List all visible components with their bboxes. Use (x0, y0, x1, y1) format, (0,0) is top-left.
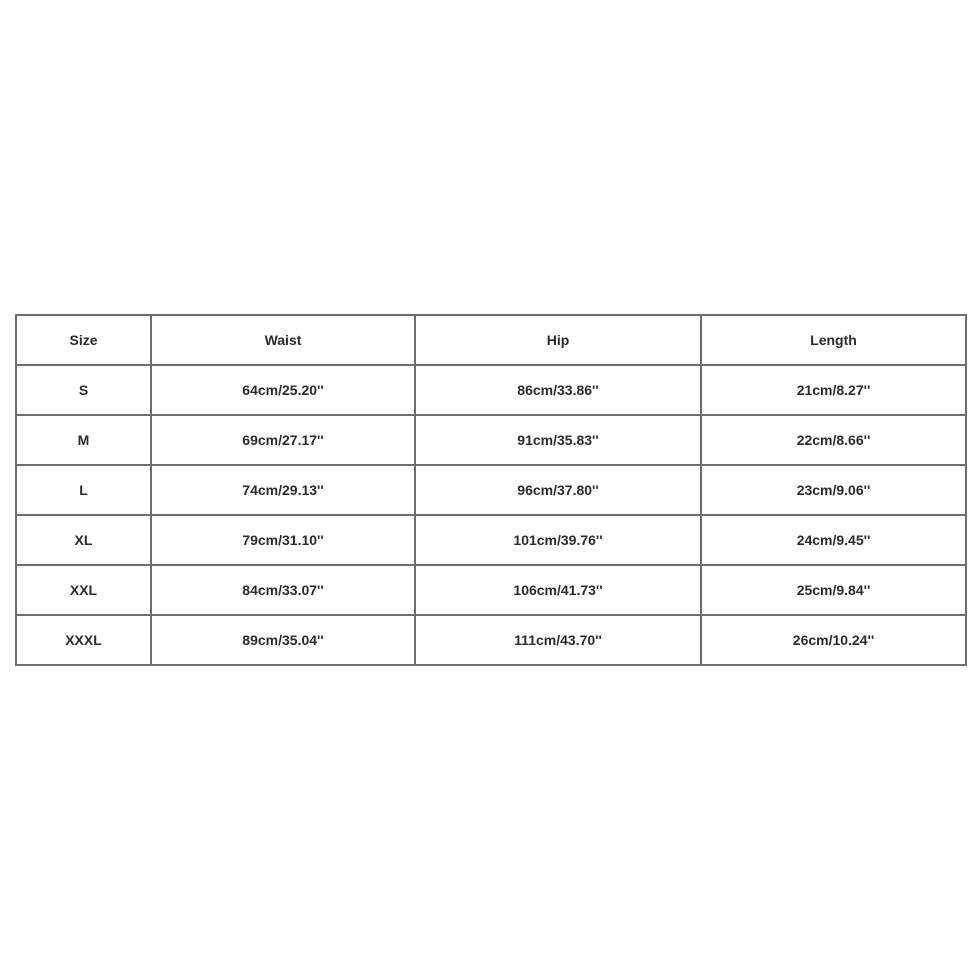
table-row (16, 415, 966, 465)
cell-waist: 69cm/27.17'' (151, 415, 415, 465)
cell-hip: 86cm/33.86'' (415, 365, 701, 415)
cell-hip: 106cm/41.73'' (415, 565, 701, 615)
cell-size: XXL (16, 565, 151, 615)
cell-size: M (16, 415, 151, 465)
cell-length: 25cm/9.84'' (701, 565, 966, 615)
table-row (16, 615, 966, 665)
table-row (16, 565, 966, 615)
header-length: Length (701, 315, 966, 365)
cell-waist: 79cm/31.10'' (151, 515, 415, 565)
cell-waist: 84cm/33.07'' (151, 565, 415, 615)
cell-length: 21cm/8.27'' (701, 365, 966, 415)
table-row (16, 465, 966, 515)
cell-hip: 101cm/39.76'' (415, 515, 701, 565)
cell-size: XXXL (16, 615, 151, 665)
cell-length: 23cm/9.06'' (701, 465, 966, 515)
cell-size: L (16, 465, 151, 515)
table-row (16, 515, 966, 565)
cell-hip: 91cm/35.83'' (415, 415, 701, 465)
cell-length: 22cm/8.66'' (701, 415, 966, 465)
header-waist: Waist (151, 315, 415, 365)
table-header-row (16, 315, 966, 365)
header-size: Size (16, 315, 151, 365)
cell-size: S (16, 365, 151, 415)
cell-waist: 89cm/35.04'' (151, 615, 415, 665)
cell-length: 24cm/9.45'' (701, 515, 966, 565)
cell-hip: 111cm/43.70'' (415, 615, 701, 665)
cell-hip: 96cm/37.80'' (415, 465, 701, 515)
cell-waist: 64cm/25.20'' (151, 365, 415, 415)
table-row (16, 365, 966, 415)
cell-waist: 74cm/29.13'' (151, 465, 415, 515)
header-hip: Hip (415, 315, 701, 365)
cell-size: XL (16, 515, 151, 565)
size-chart-table (15, 314, 967, 666)
cell-length: 26cm/10.24'' (701, 615, 966, 665)
